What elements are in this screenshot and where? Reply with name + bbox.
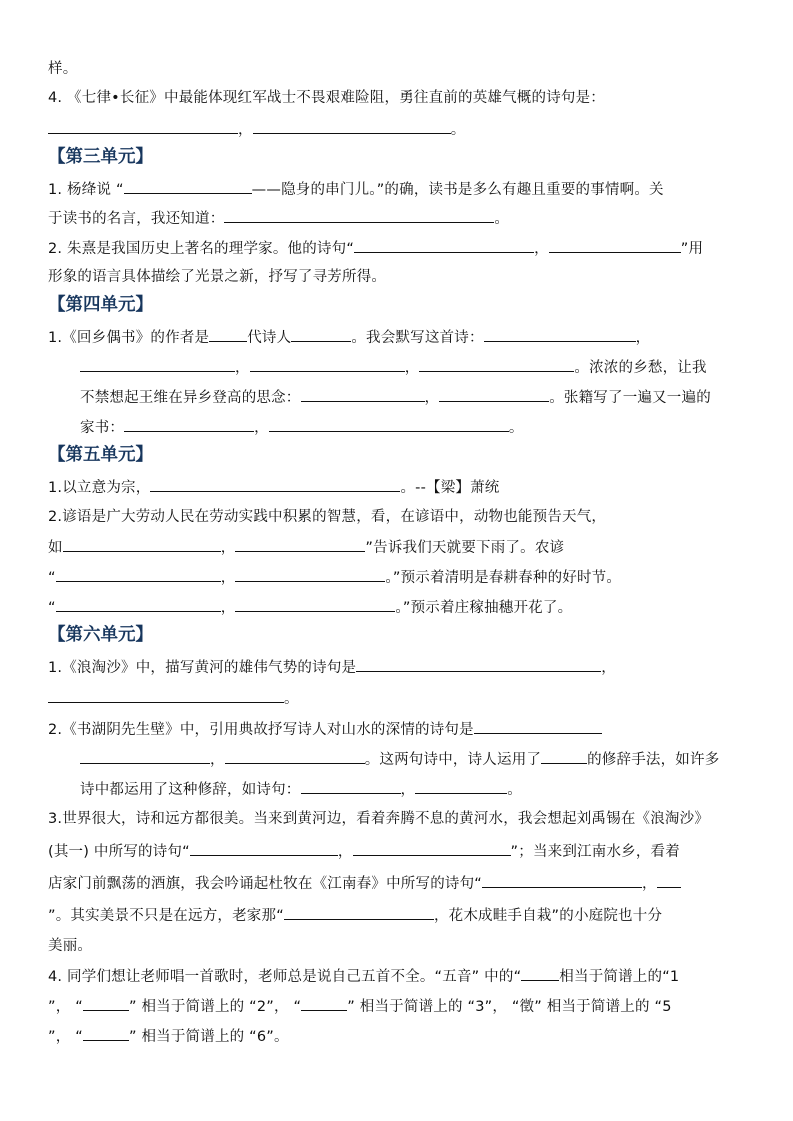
blank[interactable] (419, 356, 574, 372)
blank[interactable] (439, 386, 549, 402)
question-u6-2-line2 (80, 748, 719, 771)
question-text: 。浓浓的乡愁，让我 (574, 360, 707, 376)
question-u6-4 (48, 965, 679, 988)
unit6-heading: 【第六单元】 (48, 625, 153, 645)
blank[interactable] (253, 118, 451, 134)
blank[interactable] (56, 566, 221, 582)
question-u6-3-line5 (48, 935, 92, 957)
question-u4-1-line3 (80, 386, 711, 409)
punct: ， (400, 782, 416, 798)
question-text: 如 (48, 540, 63, 556)
blank[interactable] (80, 356, 235, 372)
question-text: 相当于简谱上的“1 (559, 969, 680, 985)
blank[interactable] (48, 687, 284, 703)
question-text: ”用 (680, 241, 704, 257)
punct: 。 (508, 420, 524, 436)
blank[interactable] (291, 326, 351, 342)
question-u6-4-line2 (48, 995, 672, 1018)
blank[interactable] (209, 326, 247, 342)
blank[interactable] (235, 566, 385, 582)
question-text: 美丽。 (48, 938, 93, 954)
text-fragment: 样。 (48, 61, 78, 77)
punct: ， (220, 540, 236, 556)
question-u6-3-line2 (48, 840, 680, 863)
question-u5-2 (48, 506, 606, 528)
blank[interactable] (356, 656, 601, 672)
blank[interactable] (235, 536, 365, 552)
question-text: 。张籍写了一遍又一遍的 (549, 390, 711, 406)
punct: 。 (507, 782, 522, 798)
unit3-heading: 【第三单元】 (48, 147, 153, 167)
question-u6-2-line3 (80, 778, 522, 801)
question-u4-1-line2 (80, 356, 707, 379)
question-text: ，花木成畦手自栽”的小庭院也十分 (433, 908, 663, 924)
punct: ， (254, 420, 269, 436)
blank[interactable] (83, 1025, 129, 1041)
question-text: ” 相当于简谱上的 “6”。 (128, 1029, 289, 1045)
question-text: 家书： (80, 420, 125, 436)
question-u5-2-line3 (48, 566, 621, 589)
question-text: ” 相当于简谱上的 “3”， “徵” 相当于简谱上的 “5 (347, 999, 672, 1015)
blank[interactable] (235, 596, 395, 612)
punct: “ (48, 570, 56, 586)
blank[interactable] (48, 118, 238, 134)
question-text: 4. 同学们想让老师唱一首歌时，老师总是说自己五首不全。“五音” 中的“ (48, 969, 522, 985)
question-u6-3 (48, 808, 709, 830)
question-text: 1.《回乡偶书》的作者是 (48, 330, 210, 346)
question-text: 。”预示着庄稼抽穗开花了。 (395, 600, 573, 616)
blank[interactable] (83, 995, 129, 1011)
blank[interactable] (56, 596, 221, 612)
blank[interactable] (301, 778, 401, 794)
question-u6-3-line4 (48, 904, 662, 927)
blank[interactable] (301, 386, 425, 402)
blank[interactable] (190, 840, 338, 856)
punct: ， (635, 330, 651, 346)
punct: ， (642, 876, 657, 892)
question-text: 3.世界很大，诗和远方都很美。当来到黄河边，看着奔腾不息的黄河水，我会想起刘禹锡在《浪淘沙》 (48, 811, 710, 827)
blank[interactable] (224, 207, 494, 223)
punct: ， (337, 844, 353, 860)
question-u5-1 (48, 476, 500, 499)
blank[interactable] (284, 904, 434, 920)
question-text: 形象的语言具体描绘了光景之新，抒写了寻芳所得。 (48, 269, 387, 285)
question-u6-1 (48, 656, 616, 679)
blank[interactable] (549, 237, 681, 253)
blank[interactable] (63, 536, 221, 552)
question-text: 的修辞手法，如许多 (587, 752, 720, 768)
blank[interactable] (541, 748, 587, 764)
question-text: 2.谚语是广大劳动人民在劳动实践中积累的智慧，看，在谚语中，动物也能预告天气， (48, 509, 607, 525)
question-u4-1-line4 (80, 416, 524, 439)
question-text: 诗中都运用了这种修辞，如诗句： (80, 782, 301, 798)
blank[interactable] (250, 356, 405, 372)
blank[interactable] (482, 872, 642, 888)
question-text: 2.《书湖阴先生壁》中，引用典故抒写诗人对山水的深情的诗句是 (48, 722, 474, 738)
question-u6-4-line3 (48, 1025, 289, 1048)
punct: ， (238, 122, 253, 138)
question-u6-3-line3 (48, 872, 681, 895)
blank[interactable] (353, 840, 511, 856)
question-text: 2. 朱熹是我国历史上著名的理学家。他的诗句“ (48, 241, 355, 257)
question-text: 店家门前飘荡的酒旗，我会吟诵起杜牧在《江南春》中所写的诗句“ (48, 876, 483, 892)
question-text: (其一) 中所写的诗句“ (48, 844, 190, 860)
punct: ， (235, 360, 250, 376)
punct: 。 (284, 691, 299, 707)
punct: 。 (494, 211, 510, 227)
punct: ， (210, 752, 225, 768)
question-u3-1-cont (48, 207, 509, 230)
continuation-text (48, 58, 77, 80)
blank[interactable] (124, 178, 252, 194)
question-u2-4 (48, 87, 605, 109)
question-text: 。我会默写这首诗： (351, 330, 484, 346)
question-text: 。这两句诗中，诗人运用了 (364, 752, 542, 768)
punct: 。 (450, 122, 466, 138)
question-text: 不禁想起王维在异乡登高的思念： (80, 390, 301, 406)
blank[interactable] (150, 476, 400, 492)
question-u3-2 (48, 237, 703, 260)
punct: ， (220, 570, 236, 586)
question-text: ” 相当于简谱上的 “2”， “ (128, 999, 302, 1015)
answer-line-u2-4 (48, 118, 465, 141)
question-text: 于读书的名言，我还知道： (48, 211, 225, 227)
question-text: ”， “ (48, 1029, 83, 1045)
blank[interactable] (415, 778, 507, 794)
question-text: ”告诉我们天就要下雨了。农谚 (365, 540, 565, 556)
punct: ， (220, 600, 236, 616)
question-u5-2-line2 (48, 536, 564, 559)
blank[interactable] (80, 748, 210, 764)
blank[interactable] (124, 416, 254, 432)
punct: ， (534, 241, 549, 257)
question-u6-1-cont (48, 687, 299, 710)
question-u4-1 (48, 326, 650, 349)
blank[interactable] (354, 237, 534, 253)
blank[interactable] (269, 416, 509, 432)
question-u6-2 (48, 718, 602, 741)
question-text: ”；当来到江南水乡，看着 (510, 844, 680, 860)
question-text: 。--【梁】萧统 (400, 480, 500, 496)
blank[interactable] (484, 326, 636, 342)
blank[interactable] (474, 718, 602, 734)
question-text: 1.《浪淘沙》中，描写黄河的雄伟气势的诗句是 (48, 660, 357, 676)
question-text: 代诗人 (247, 330, 292, 346)
question-text: 。”预示着清明是春耕春种的好时节。 (385, 570, 622, 586)
punct: ， (601, 660, 616, 676)
question-u5-2-line4 (48, 596, 572, 619)
question-text: 4. 《七律•长征》中最能体现红军战士不畏艰难险阻，勇往直前的英雄气概的诗句是： (48, 90, 605, 106)
unit4-heading: 【第四单元】 (48, 295, 153, 315)
question-u3-2-cont (48, 266, 386, 288)
unit5-heading: 【第五单元】 (48, 445, 153, 465)
question-text: ——隐身的串门儿。”的确，读书是多么有趣且重要的事情啊。关 (251, 182, 664, 198)
blank[interactable] (521, 965, 559, 981)
question-text: 1. 杨绛说 “ (48, 182, 124, 198)
question-text: ”， “ (48, 999, 83, 1015)
question-text: 1.以立意为宗， (48, 480, 151, 496)
blank[interactable] (225, 748, 365, 764)
punct: ， (424, 390, 440, 406)
punct: “ (48, 600, 56, 616)
punct: ， (404, 360, 420, 376)
question-text: ”。其实美景不只是在远方，老家那“ (48, 908, 284, 924)
question-u3-1 (48, 178, 664, 201)
blank[interactable] (657, 872, 681, 888)
blank[interactable] (301, 995, 347, 1011)
